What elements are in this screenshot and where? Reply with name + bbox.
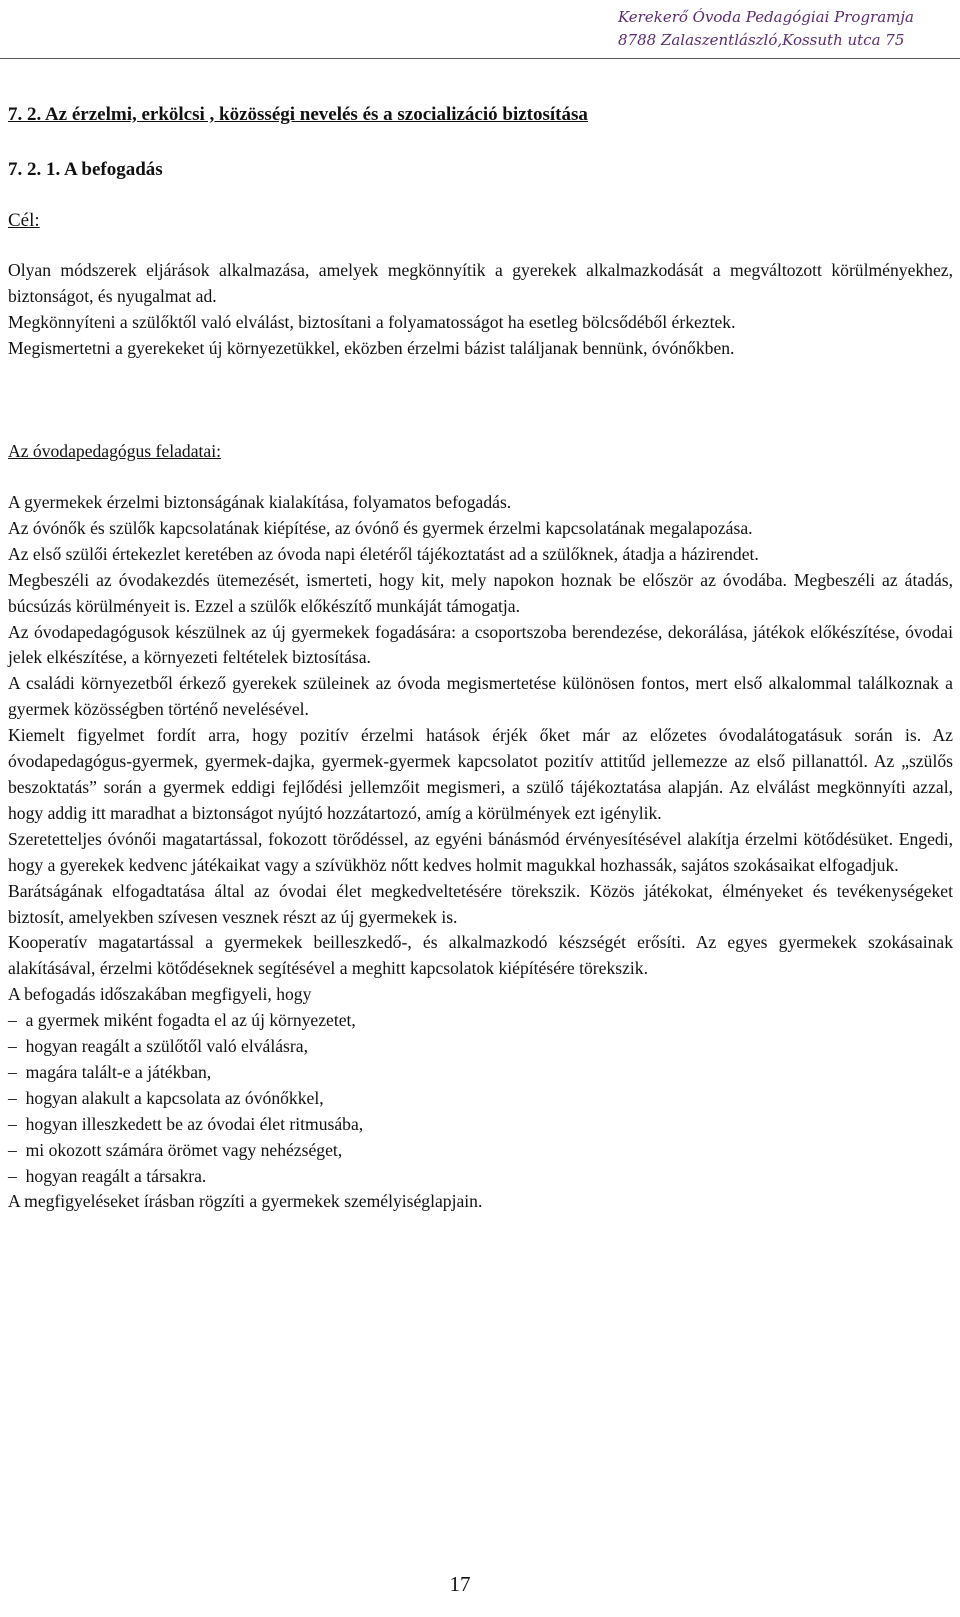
- goals-block: [8, 258, 953, 362]
- task-paragraph: Kooperatív magatartással a gyermekek beilleszkedő-, és alkalmazkodó készségét erősíti. Az egyes gyermekek szokásainak alakításával, érzelmi kötődéseknek segítésével a meghitt kapcsolatok kiépítésére törekszik.: [8, 932, 953, 979]
- task-paragraph: Szeretetteljes óvónői magatartással, fokozott törődéssel, az egyéni bánásmód érvényesítésével alakítja érzelmi kötődésüket. Engedi, hogy a gyerekek kedvenc játékaikat vagy a szívükhöz nőtt kedves holmit magukkal hozhassák, sajátos szokásaikat elfogadjuk.: [8, 828, 953, 875]
- tasks-label: Az óvodapedagógus feladatai:: [8, 441, 221, 461]
- tasks-heading-block: [8, 439, 953, 465]
- goal-paragraph: Olyan módszerek eljárások alkalmazása, amelyek megkönnyítik a gyerekek alkalmazkodását a megváltozott körülményekhez, biztonságot, és nyugalmat ad.: [8, 260, 953, 306]
- header-address: 8788 Zalaszentlászló,Kossuth utca 75: [618, 31, 905, 49]
- task-paragraph: Az óvodapedagógusok készülnek az új gyermekek fogadására: a csoportszoba berendezése, dekorálása, játékok előkészítése, óvodai jelek elkészítése, a környezeti feltételek biztosítása.: [8, 621, 953, 668]
- task-paragraph: Barátságának elfogadtatása által az óvodai élet megkedveltetésére törekszik. Közös játékokat, élményeket és tevékenységeket biztosít, amelyekben szívesen vesznek részt az új gyermekek is.: [8, 880, 953, 927]
- task-paragraph: Kiemelt figyelmet fordít arra, hogy pozitív érzelmi hatások érjék őket már az előzetes óvodalátogatásuk során is. Az óvodapedagógus-gyermek, gyermek-dajka, gyermek-gyermek kapcsolatot pozitív attitűd jellemezze az első pillanattól. Az „szülős beszoktatás” során a gyermek eddigi fejlődési jellemzőit megismeri, a szülő tájékoztatása alapján. Az elválást megkönnyíti azzal, hogy addig itt maradhat a biztonságot nyújtó hozzátartozó, amíg a körülmények ezt igénylik.: [8, 725, 953, 823]
- goal-paragraph: Megkönnyíteni a szülőktől való elválást, biztosítani a folyamatosságot ha esetleg bölcsődéből érkeztek.: [8, 311, 736, 332]
- observe-item: – magára talált-e a játékban,: [8, 1060, 953, 1086]
- tasks-block: [8, 490, 953, 1215]
- observe-item: – hogyan reagált a társakra.: [8, 1164, 953, 1190]
- header-divider: [0, 58, 960, 59]
- subsection-title: 7. 2. 1. A befogadás: [8, 159, 163, 180]
- header-title: Kerekerő Óvoda Pedagógiai Programja: [618, 8, 914, 26]
- task-paragraph: Megbeszéli az óvodakezdés ütemezését, ismerteti, hogy kit, mely napokon hoznak be először az óvodába. Megbeszéli az átadás, búcsúzás körülményeit is. Ezzel a szülők előkészítő munkáját támogatja.: [8, 569, 953, 616]
- observe-item: – hogyan reagált a szülőtől való elválásra,: [8, 1034, 953, 1060]
- goal-paragraph: Megismertetni a gyerekeket új környezetükkel, eközben érzelmi bázist találjanak bennünk, óvónőkben.: [8, 337, 735, 358]
- task-paragraph: A gyermekek érzelmi biztonságának kialakítása, folyamatos befogadás.: [8, 492, 512, 512]
- observe-item: – hogyan alakult a kapcsolata az óvónőkkel,: [8, 1086, 953, 1112]
- observe-item: – hogyan illeszkedett be az óvodai élet ritmusába,: [8, 1112, 953, 1138]
- page-number: 17: [449, 1572, 471, 1596]
- observe-item: – a gyermek miként fogadta el az új környezetet,: [8, 1008, 953, 1034]
- task-paragraph: A családi környezetből érkező gyerekek szüleinek az óvoda megismertetése különösen fontos, mert első alkalommal találkoznak a gyermek közösségben történő nevelésével.: [8, 673, 953, 720]
- closing-sentence: A megfigyeléseket írásban rögzíti a gyermekek személyiséglapjain.: [8, 1191, 483, 1212]
- task-paragraph: Az óvónők és szülők kapcsolatának kiépítése, az óvónő és gyermek érzelmi kapcsolatának megalapozása.: [8, 517, 753, 538]
- observe-item: – mi okozott számára örömet vagy nehézséget,: [8, 1138, 953, 1164]
- goal-label: Cél:: [8, 210, 40, 231]
- section-title: 7. 2. Az érzelmi, erkölcsi , közösségi nevelés és a szocializáció biztosítása: [8, 104, 588, 125]
- document-header: [618, 6, 948, 52]
- task-paragraph: Az első szülői értekezlet keretében az óvoda napi életéről tájékoztatást ad a szülőknek, átadja a házirendet.: [8, 543, 759, 564]
- observe-intro: A befogadás időszakában megfigyeli, hogy: [8, 984, 312, 1005]
